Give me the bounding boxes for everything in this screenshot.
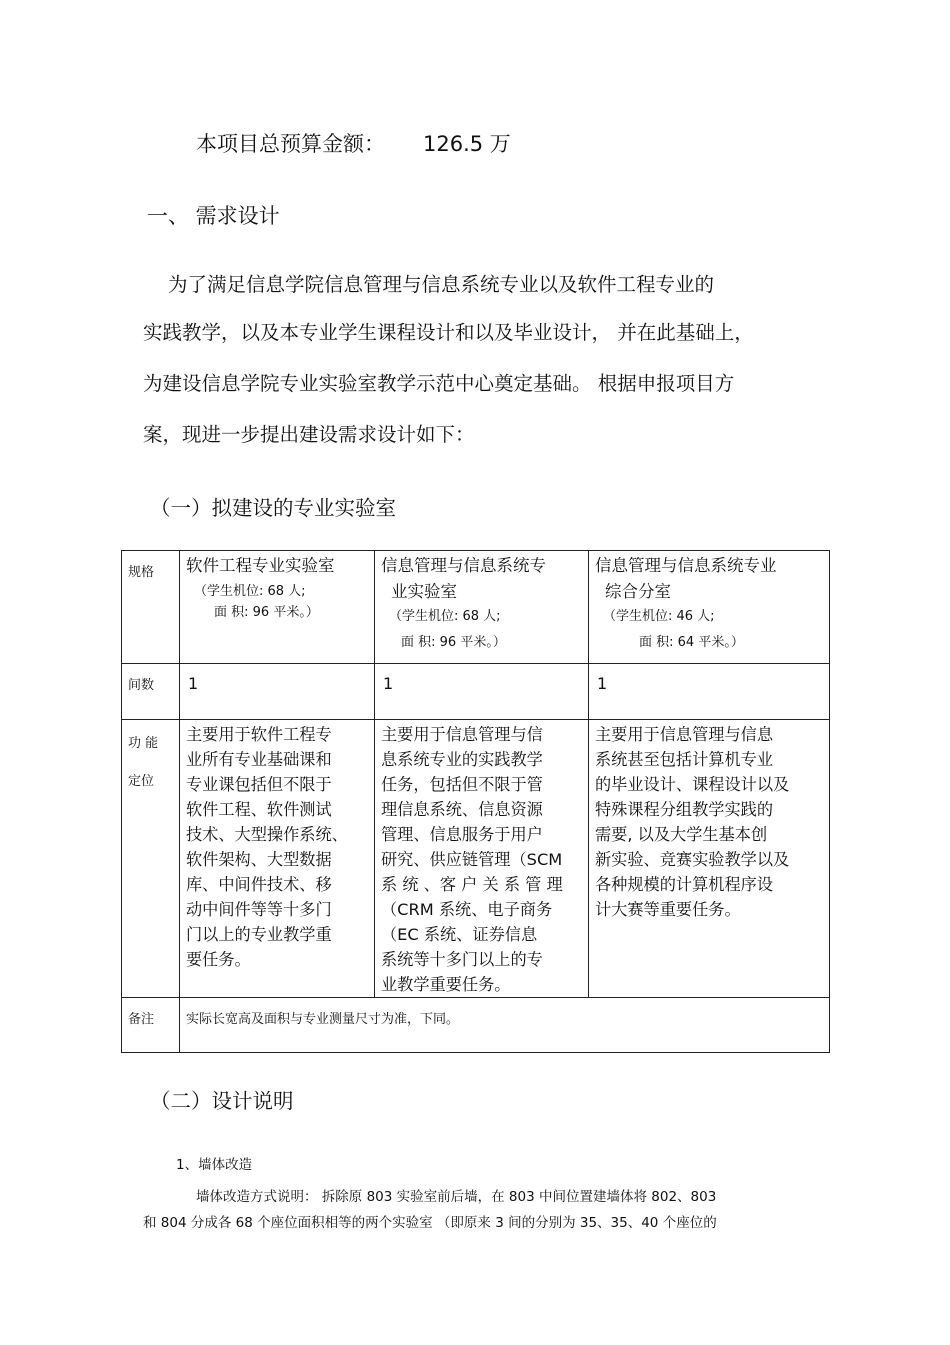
count-cell: 1: [375, 664, 589, 720]
func-line: 主要用于软件工程专: [186, 725, 332, 744]
intro-line-2: 实践教学，以及本专业学生课程设计和以及毕业设计， 并在此基础上，: [143, 321, 754, 344]
lab-name-cont: 业实验室: [391, 581, 457, 601]
function-label-1: 功 能: [128, 736, 159, 751]
row-label-note: 备注: [122, 998, 180, 1053]
row-label-function: [122, 720, 180, 998]
subsection-heading-labs: （一）拟建设的专业实验室: [150, 496, 396, 520]
func-line: 动中间件等等十多门: [186, 900, 332, 919]
lab-seats: （学生机位: 46 人;: [603, 609, 715, 625]
function-cell-software: [180, 720, 375, 998]
table-row-function: [122, 720, 830, 998]
lab-seats: （学生机位: 68 人;: [389, 609, 501, 625]
section-heading-requirements: 一、 需求设计: [147, 204, 280, 228]
func-line: 任务，包括但不限于管: [381, 775, 543, 794]
budget-label: 本项目总预算金额：: [196, 132, 385, 156]
lab-area: 面 积: 96 平米。）: [401, 635, 506, 651]
func-line: 门以上的专业教学重: [186, 925, 332, 944]
count-cell: 1: [180, 664, 375, 720]
func-line: 系统甚至包括计算机专业: [595, 750, 774, 769]
func-line: 的毕业设计、课程设计以及: [595, 775, 790, 794]
subsection-heading-design: （二）设计说明: [150, 1089, 294, 1113]
table-row-count: [122, 664, 830, 720]
func-line: 业所有专业基础课和: [186, 750, 332, 769]
budget-amount: 126.5 万: [423, 132, 511, 156]
func-line: 新实验、竞赛实验教学以及: [595, 850, 790, 869]
lab-area: 面 积: 96 平米。）: [214, 604, 319, 620]
wall-line-2: 和 804 分成各 68 个座位面积相等的两个实验室 （即原来 3 间的分别为 35、35、40 个座位的: [143, 1215, 717, 1231]
function-cell-integrated: [589, 720, 830, 998]
lab-area: 面 积: 64 平米。）: [639, 635, 744, 651]
func-line: 业教学重要任务。: [381, 975, 511, 994]
lab-name: 信息管理与信息系统专业: [595, 556, 777, 575]
budget-total: [196, 128, 511, 158]
func-line: 特殊课程分组教学实践的: [595, 800, 774, 819]
func-line: 系 统 、客 户 关 系 管 理: [381, 875, 563, 894]
func-line: 要任务。: [186, 950, 251, 969]
lab-name: 信息管理与信息系统专: [381, 556, 546, 575]
lab-spec-table: [121, 550, 830, 1053]
func-line: 软件工程、软件测试: [186, 800, 332, 819]
func-line: （CRM 系统、电子商务: [381, 900, 553, 919]
func-line: 库、中间件技术、移: [186, 875, 332, 894]
func-line: 息系统专业的实践教学: [381, 750, 543, 769]
wall-line-1: 墙体改造方式说明： 拆除原 803 实验室前后墙，在 803 中间位置建墙体将 802、803: [196, 1189, 717, 1205]
func-line: 计大赛等重要任务。: [595, 900, 741, 919]
func-line: 专业课包括但不限于: [186, 775, 332, 794]
count-cell: 1: [589, 664, 830, 720]
spec-cell-infomgmt-lab: [375, 551, 589, 664]
func-line: 系统等十多门以上的专: [381, 950, 543, 969]
func-line: 研究、供应链管理（SCM: [381, 850, 563, 869]
func-line: 主要用于信息管理与信息: [595, 725, 774, 744]
table-row-spec: [122, 551, 830, 664]
spec-cell-software-lab: [180, 551, 375, 664]
note-cell: 实际长宽高及面积与专业测量尺寸为准，下同。: [180, 998, 830, 1053]
func-line: 各种规模的计算机程序设: [595, 875, 774, 894]
func-line: 需要, 以及大学生基本创: [595, 825, 768, 844]
lab-seats: （学生机位: 68 人;: [194, 583, 306, 599]
lab-name: 软件工程专业实验室: [186, 556, 335, 575]
function-cell-infomgmt: [375, 720, 589, 998]
func-line: 理信息系统、信息资源: [381, 800, 543, 819]
row-label-count: 间数: [122, 664, 180, 720]
func-line: 管理、信息服务于用户: [381, 825, 543, 844]
spec-cell-integrated-lab: [589, 551, 830, 664]
function-label-2: 定位: [128, 774, 155, 789]
row-label-spec: 规格: [122, 551, 180, 664]
func-line: （EC 系统、证券信息: [381, 925, 538, 944]
func-line: 软件架构、大型数据: [186, 850, 332, 869]
func-line: 技术、大型操作系统、: [186, 825, 348, 844]
item-heading-wall: 1、墙体改造: [176, 1157, 253, 1173]
lab-name-cont: 综合分室: [605, 581, 671, 601]
intro-line-4: 案，现进一步提出建设需求设计如下：: [143, 423, 475, 446]
intro-line-3: 为建设信息学院专业实验室教学示范中心奠定基础。 根据申报项目方: [143, 372, 735, 395]
intro-line-1: 为了满足信息学院信息管理与信息系统专业以及软件工程专业的: [168, 273, 715, 296]
func-line: 主要用于信息管理与信: [381, 725, 543, 744]
table-row-note: [122, 998, 830, 1053]
